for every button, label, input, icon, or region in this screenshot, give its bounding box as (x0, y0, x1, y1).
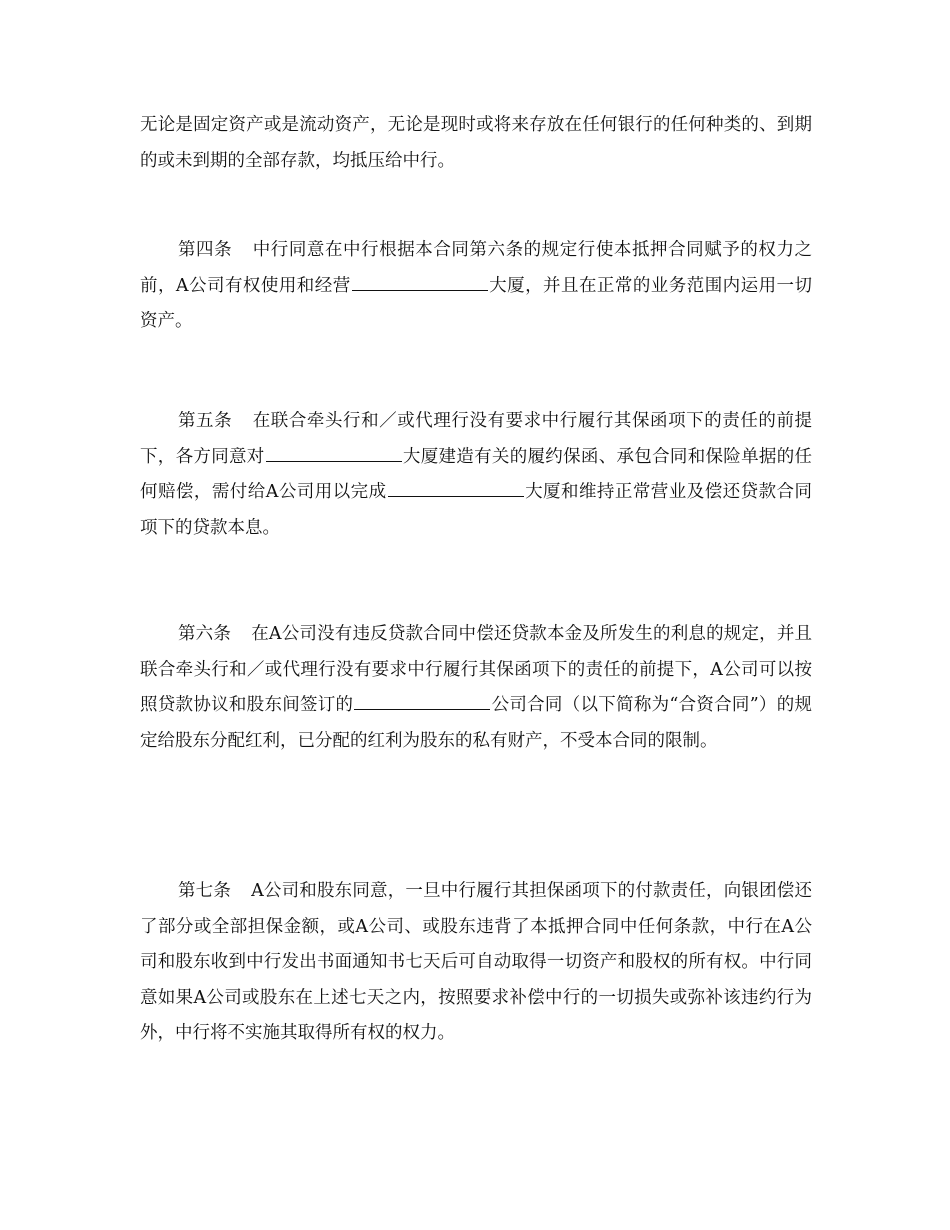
paragraph-article-4 (140, 233, 812, 340)
paragraph-text: 公司合同（以下简称为“合资合同”）的规定给股东分配红利，已分配的红利为股东的私有财产，不受本合同的限制。 (140, 695, 812, 751)
paragraph-text: 在联合牵头行和／或代理行没有要求中行履行其保函项下的责任的前提下，各方同意对 (140, 411, 813, 467)
paragraph-text: 大厦，并且在正常的业务范围内运用一切资产。 (140, 275, 813, 331)
paragraph-text: 在A公司没有违反贷款合同中偿还贷款本金及所发生的利息的规定，并且联合牵头行和／或代理行没有要求中行履行其保函项下的责任的前提下，A公司可以按照贷款协议和股东间签订的 (140, 624, 812, 715)
fill-in-blank (388, 479, 524, 497)
paragraph-continuation (140, 108, 812, 179)
article-label: 第四条 (178, 240, 233, 260)
article-label: 第五条 (178, 411, 233, 431)
fill-in-blank (352, 273, 488, 291)
paragraph-article-7 (140, 874, 812, 1052)
article-label: 第七条 (178, 881, 232, 901)
paragraph-text: 中行同意在中行根据本合同第六条的规定行使本抵押合同赋予的权力之前，A公司有权使用和经营 (140, 240, 813, 296)
paragraph-text: 无论是固定资产或是流动资产，无论是现时或将来存放在任何银行的任何种类的、到期的或未到期的全部存款，均抵压给中行。 (140, 115, 812, 171)
paragraph-article-6 (140, 617, 812, 759)
paragraph-article-5 (140, 404, 812, 546)
paragraph-text: 大厦建造有关的履约保函、承包合同和保险单据的任何赔偿，需付给A公司用以完成 (140, 446, 813, 502)
paragraph-text: 大厦和维持正常营业及偿还贷款合同项下的贷款本息。 (140, 482, 812, 538)
fill-in-blank (266, 444, 402, 462)
fill-in-blank (354, 692, 490, 710)
article-label: 第六条 (178, 624, 232, 644)
paragraph-text: A公司和股东同意，一旦中行履行其担保函项下的付款责任，向银团偿还了部分或全部担保金额，或A公司、或股东违背了本抵押合同中任何条款，中行在A公司和股东收到中行发出书面通知书七天后可自动取得一切资产和股权的所有权。中行同意如果A公司或股东在上述七天之内，按照要求补偿中行的一切损失或弥补该违约行为外，中行将不实施其取得所有权的权力。 (140, 881, 812, 1043)
